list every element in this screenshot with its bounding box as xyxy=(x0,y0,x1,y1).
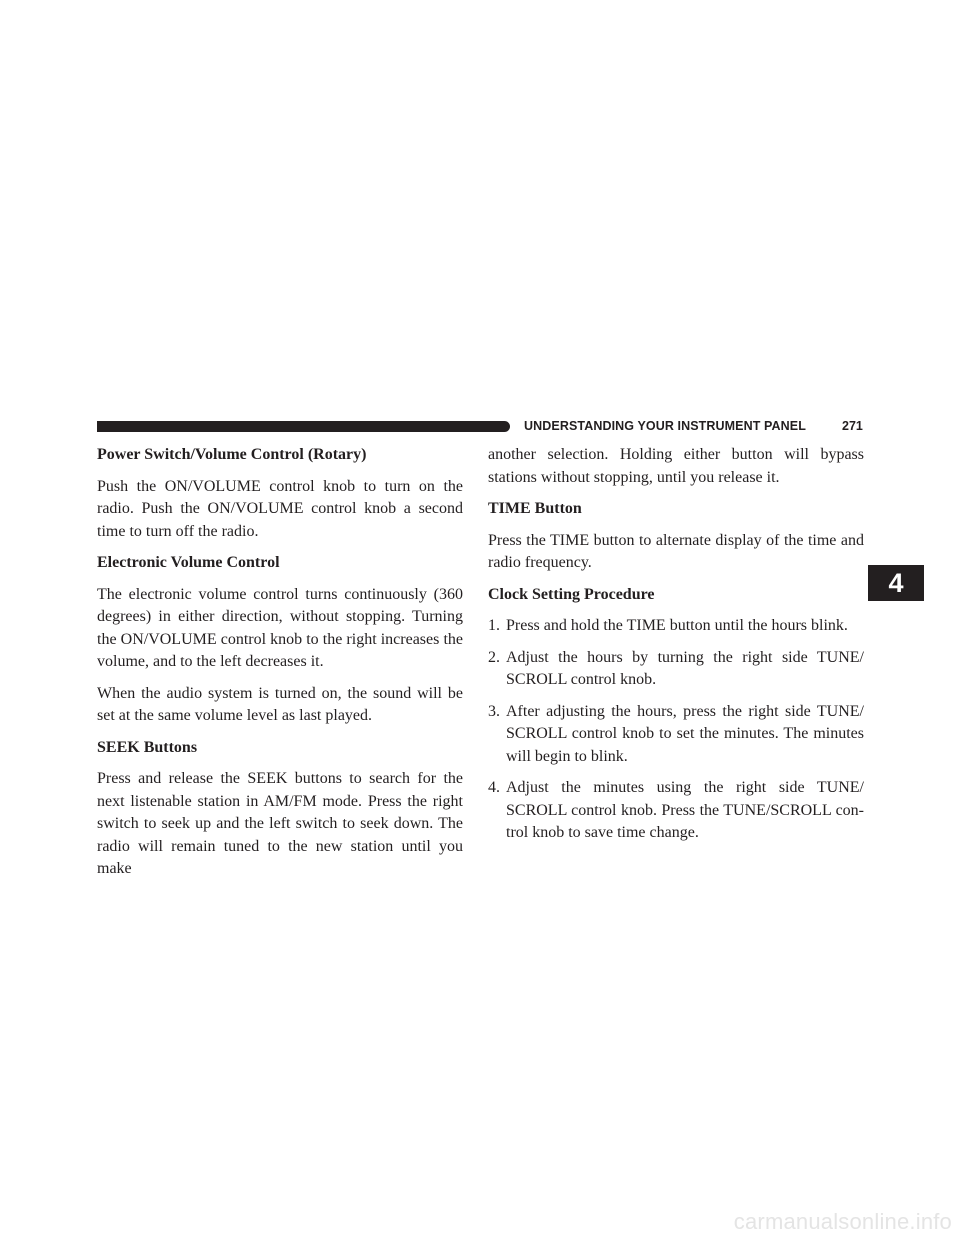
electronic-volume-paragraph: The electronic volume control turns continuously (360 degrees) in either direction, without stopping. Turning the ON/VOLUME control knob to the right increases the volume, and to the left decreases it. xyxy=(97,585,463,670)
time-button-heading: TIME Button xyxy=(488,500,582,517)
clock-step xyxy=(488,647,864,692)
electronic-volume-heading: Electronic Volume Control xyxy=(97,554,280,571)
volume-level-paragraph: When the audio system is turned on, the sound will be set at the same volume level as last played. xyxy=(97,684,463,724)
step-text: Adjust the hours by turning the right side TUNE/ SCROLL control knob. xyxy=(506,648,864,688)
step-number: 2. xyxy=(488,648,500,666)
watermark: carmanualsonline.info xyxy=(733,1209,952,1234)
step-text: After adjusting the hours, press the right side TUNE/ SCROLL control knob to set the minutes. The minutes will begin to blink. xyxy=(506,702,864,765)
step-text: Adjust the minutes using the right side TUNE/ SCROLL control knob. Press the TUNE/SCROLL con- trol knob to save time change. xyxy=(506,779,864,841)
right-column xyxy=(488,444,864,854)
clock-step xyxy=(488,701,864,769)
clock-step xyxy=(488,615,864,638)
step-number: 4. xyxy=(488,779,500,796)
power-switch-paragraph: Push the ON/VOLUME control knob to turn on the radio. Push the ON/VOLUME control knob a second time to turn off the radio. xyxy=(97,477,463,540)
step-number: 3. xyxy=(488,702,500,720)
step-number: 1. xyxy=(488,617,500,634)
header-rule xyxy=(97,421,510,432)
power-switch-heading: Power Switch/Volume Control (Rotary) xyxy=(97,446,367,463)
clock-setting-heading: Clock Setting Procedure xyxy=(488,585,655,603)
time-button-paragraph: Press the TIME button to alternate display of the time and radio frequency. xyxy=(488,531,864,571)
page-number: 271 xyxy=(842,419,863,433)
seek-buttons-paragraph: Press and release the SEEK buttons to search for the next listenable station in AM/FM mode. Press the right switch to seek up and the left switch to seek down. The radio will remain tuned to the new station until you make xyxy=(97,770,463,877)
step-text: Press and hold the TIME button until the hours blink. xyxy=(506,617,848,634)
running-header-title: UNDERSTANDING YOUR INSTRUMENT PANEL xyxy=(524,419,806,433)
seek-continued-paragraph: another selection. Holding either button will bypass stations without stopping, until you release it. xyxy=(488,446,864,486)
clock-setting-steps xyxy=(488,615,864,845)
seek-buttons-heading: SEEK Buttons xyxy=(97,738,198,756)
chapter-tab: 4 xyxy=(868,565,924,601)
clock-step xyxy=(488,777,864,845)
left-column xyxy=(97,444,463,890)
